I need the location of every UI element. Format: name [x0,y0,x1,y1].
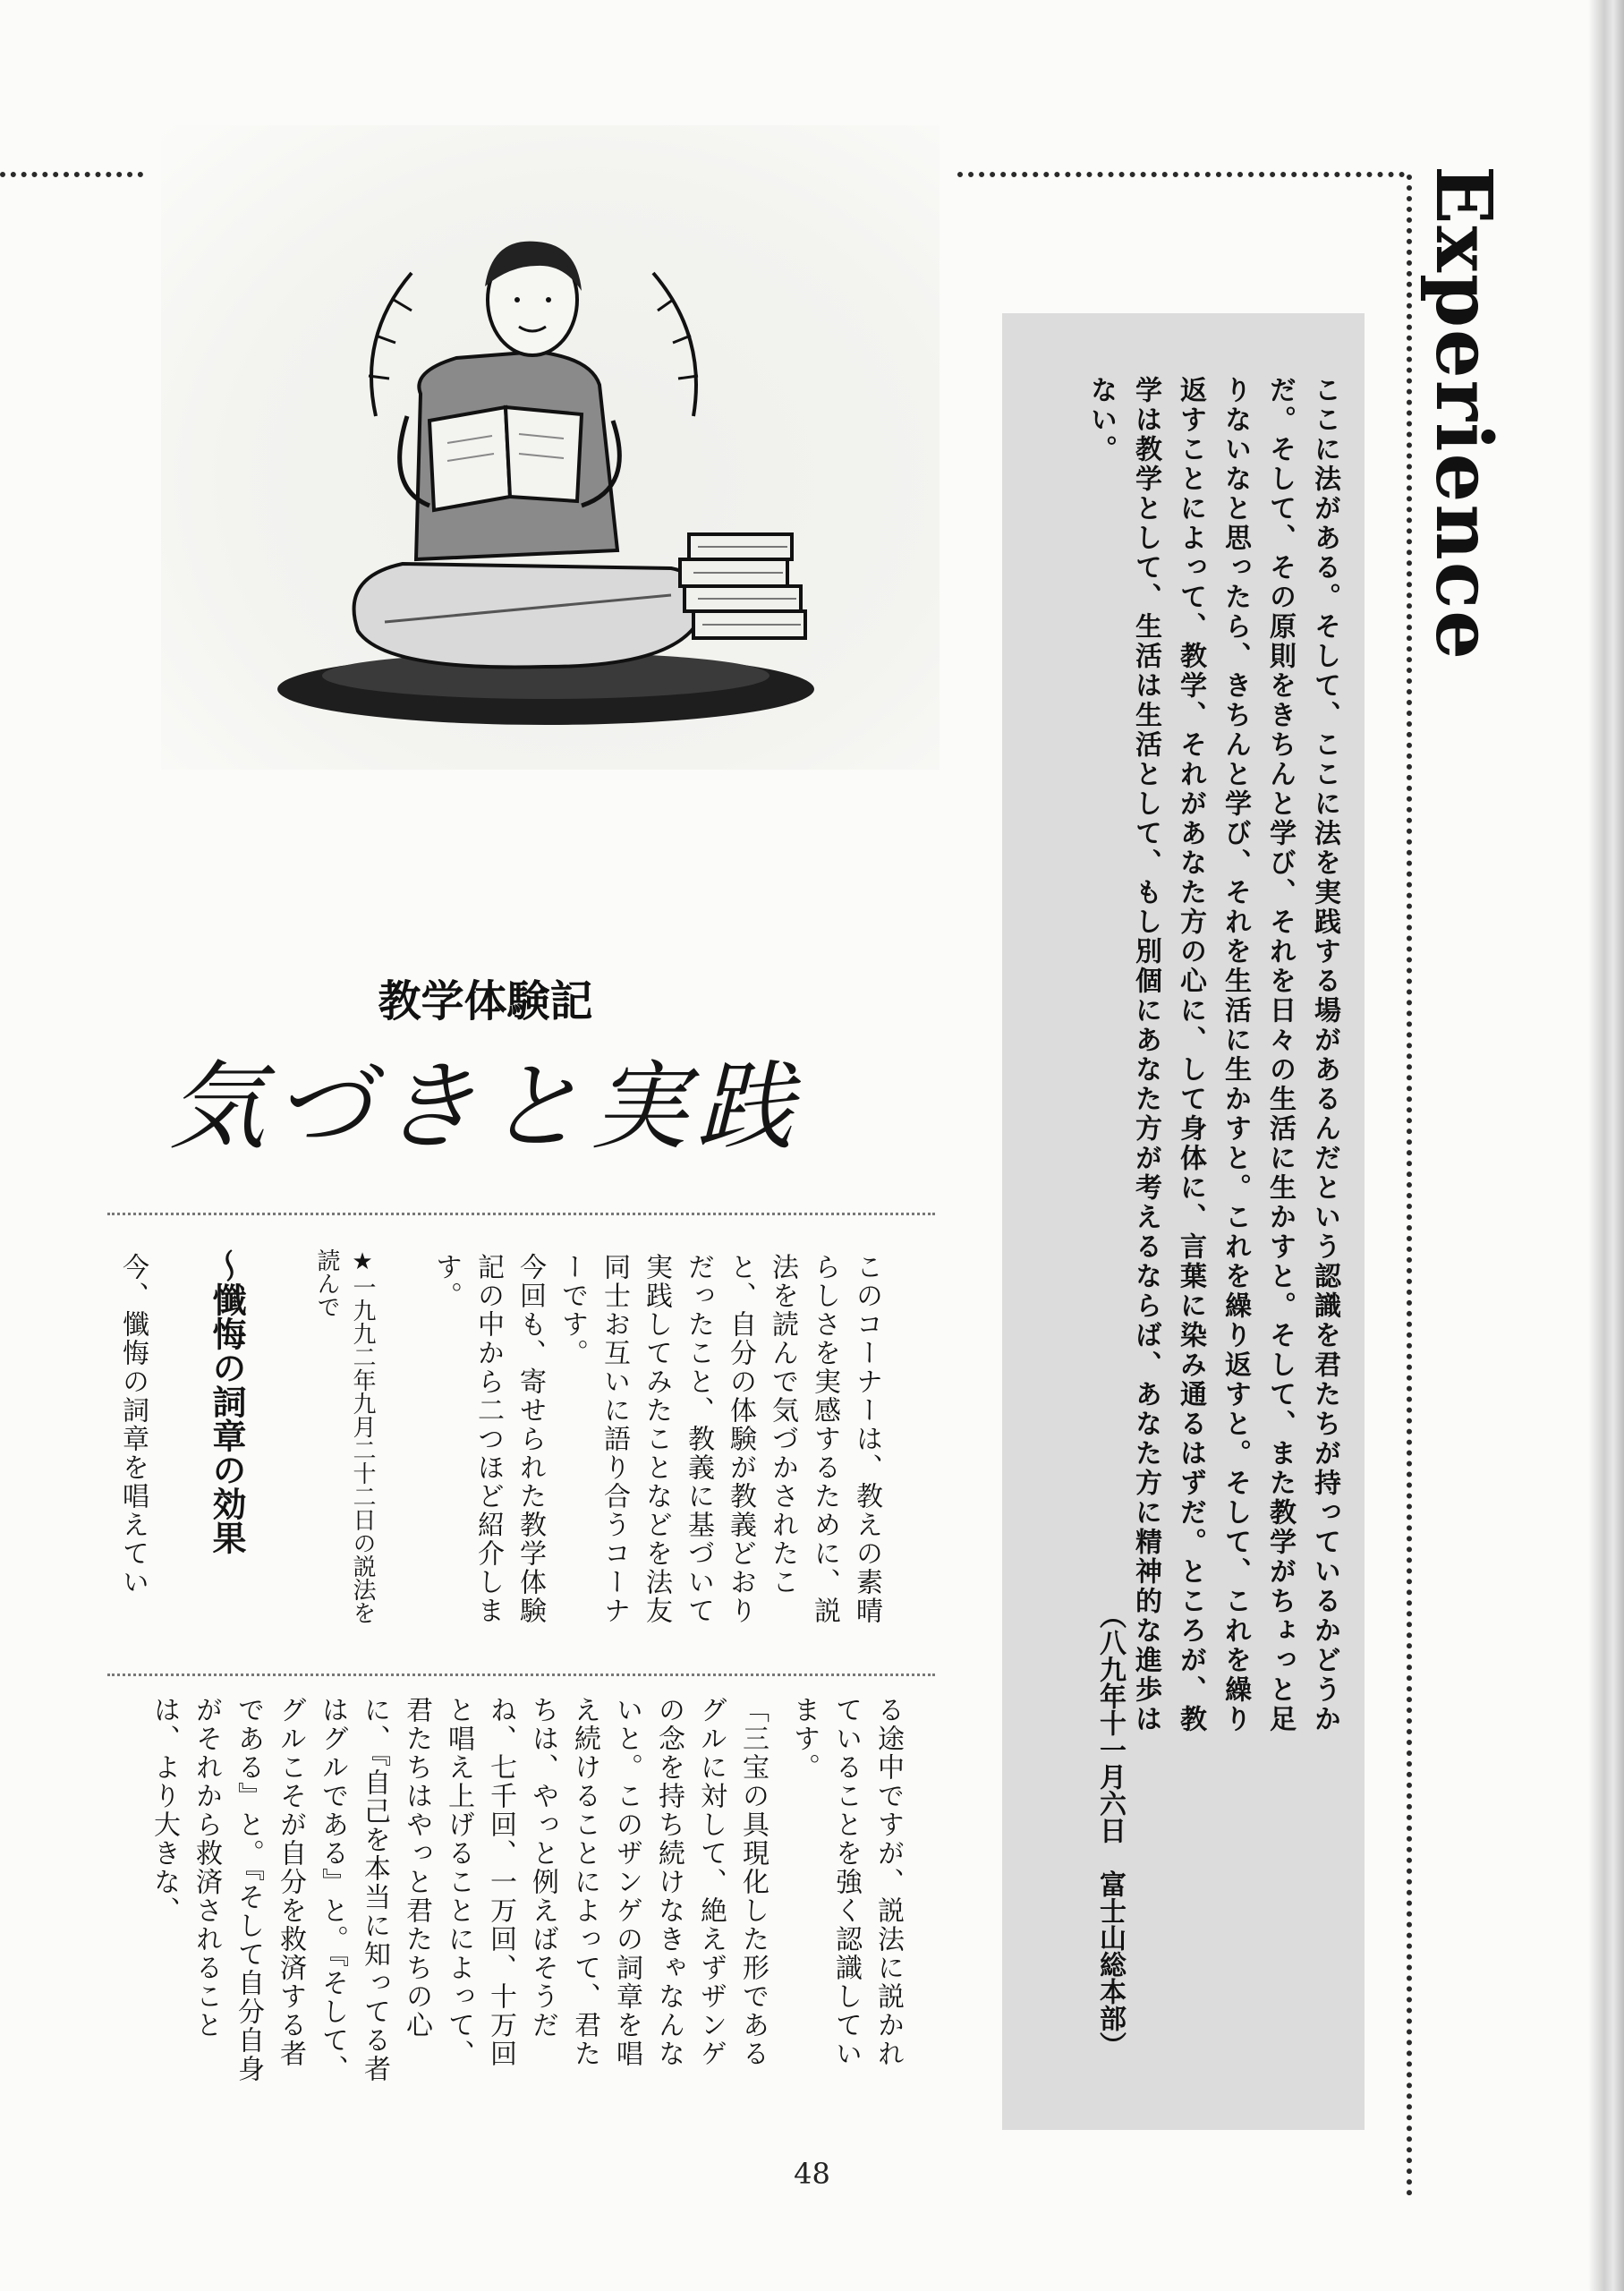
body-continued: る途中ですが、説法に説かれていることを強く認識しています。 [788,1696,904,2068]
quote-source: （八九年十一月六日 富士山総本部） [1094,1602,1126,2058]
article-title: 気づきと実践 [168,1052,803,1163]
intro-paragraph: このコーナーは、教えの素晴らしさを実感するために、説法を読んで気づかされたこと、自分の体験が教義どおりだったこと、教義に基づいて実践してみたことなどを法友同士お互いに語り合うコーナーです。 今回も、寄せられた教学体験記の中から二つほど紹介します。 [425,1253,888,1651]
body-quote: 「三宝の具現化した形であるグルに対して、絶えずザンゲの念を持ち続けなきゃなんないと。このザンゲの詞章を唱え続けることによって、君たちは、やっと例えばそうだね、七千回、一万回、十万回と唱え上げることによって、君たちはやっと君たちの心に、『自己を本当に知ってる者はグルである』と。『そして、グルこそが自分を救済する者である』と。『そして自分自身がそれから救済されることは、より大きな、 [149,1696,769,2083]
body-start: 今、懺悔の詞章を唱えてい [117,1253,149,1597]
intro-more-paragraph: 今回も、寄せられた教学体験記の中から二つほど紹介します。 [430,1253,546,1625]
page-number: 48 [794,2157,830,2191]
sub-note: ★一九九二年九月二十二日の説法を読んで [313,1248,376,1624]
quote-text: ここに法がある。そして、ここに法を実践する場があるんだという認識を君たちが持っているかどうかだ。そして、その原則をきちんと学び、それを日々の生活に生かすと。そして、また教学がちょっと足りないなと思ったら、きちんと学び、それを生活に生かすと。これを繰り返すと。そして、これを繰り返すことによって、教学、それがあなた方の心に、して身体に、言葉に染み通るはずだ。ところが、教学は教学として、生活は生活として、もし別個にあなた方が考えるならば、あなた方に精神的な進歩はない。 [1085,376,1340,1734]
mid-dotted-rule [107,1674,935,1676]
article-series-label: 教学体験記 [378,976,593,1026]
sub-heading: ～懺悔の詞章の効果 [207,1248,246,1554]
page-edge-shadow [1588,0,1624,2291]
right-dotted-rule [1407,175,1412,2197]
section-label: Experience [1418,166,1509,661]
top-dotted-rule-right [957,172,1405,177]
top-dotted-rule-left [0,172,143,177]
title-dotted-rule [107,1213,935,1215]
reading-man-illustration [251,201,859,738]
